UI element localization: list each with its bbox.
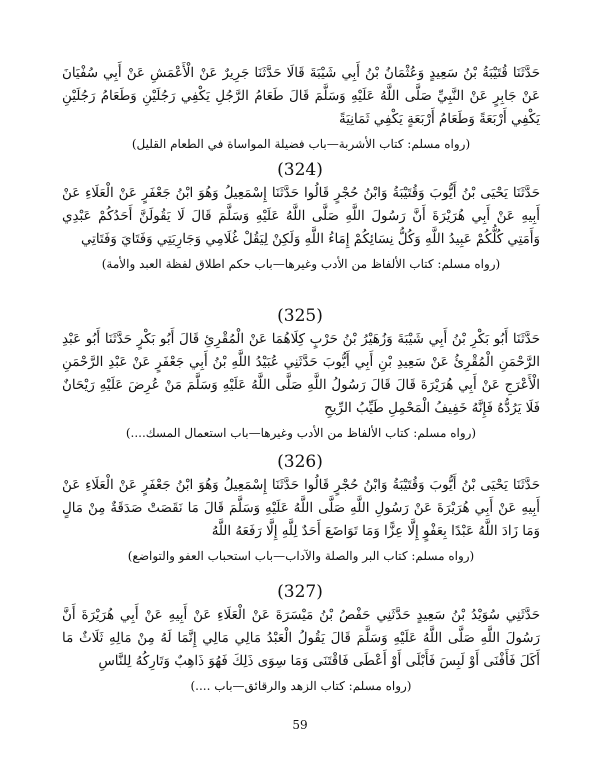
hadith-block-326 (62, 474, 540, 565)
hadith-number-324: (324) (277, 160, 323, 180)
hadith-block-325 (62, 328, 540, 442)
hadith-text: حَدَّثَنَا يَحْيَى بْنُ أَيُّوبَ وَقُتَيْبَةُ وَابْنُ حُجْرٍ قَالُوا حَدَّثَنَا إِسْمَعِيلُ وَهُوَ ابْنُ جَعْفَرٍ عَنْ الْعَلَاءِ عَنْ أَبِيهِ عَنْ أَبِي هُرَيْرَةَ أَنَّ رَسُولَ اللَّهِ صَلَّى اللَّهُ عَلَيْهِ وَسَلَّمَ قَالَ لَا يَقُولَنَّ أَحَدُكُمْ عَبْدِي وَأَمَتِي كُلُّكُمْ عَبِيدُ اللَّهِ وَكُلُّ نِسَائِكُمْ إِمَاءُ اللَّهِ وَلَكِنْ لِيَقُلْ غُلَامِي وَجَارِيَتِي وَفَتَايَ وَفَتَاتِي (62, 186, 540, 247)
hadith-reference: (رواه مسلم: كتاب الألفاظ من الأدب وغيرها—باب حكم اطلاق لفظة العبد والأمة) (101, 257, 501, 271)
hadith-reference: (رواه مسلم: كتاب الألفاظ من الأدب وغيرها—باب استعمال المسك....) (125, 426, 477, 440)
hadith-number-327: (327) (277, 582, 323, 602)
hadith-number-326: (326) (277, 452, 323, 472)
hadith-block-323 (62, 62, 540, 153)
hadith-reference: (رواه مسلم: كتاب الزهد والرقائق—باب ....) (190, 679, 412, 693)
hadith-text: حَدَّثَنَا أَبُو بَكْرِ بْنُ أَبِي شَيْبَةَ وَزُهَيْرُ بْنُ حَرْبٍ كِلَاهُمَا عَنْ الْمُقْرِئِ قَالَ أَبُو بَكْرٍ حَدَّثَنَا أَبُو عَبْدِ الرَّحْمَنِ الْمُقْرِئُ عَنْ سَعِيدِ بْنِ أَبِي أَيُّوبَ حَدَّثَنِي عُبَيْدُ اللَّهِ بْنُ أَبِي جَعْفَرٍ عَنْ عَبْدِ الرَّحْمَنِ الْأَعْرَجِ عَنْ أَبِي هُرَيْرَةَ قَالَ قَالَ رَسُولُ اللَّهِ صَلَّى اللَّهُ عَلَيْهِ وَسَلَّمَ مَنْ عُرِضَ عَلَيْهِ رَيْحَانٌ فَلَا يَرُدُّهُ فَإِنَّهُ خَفِيفُ الْمَحْمِلِ طَيِّبُ الرِّيحِ (62, 332, 540, 416)
hadith-reference: (رواه مسلم: كتاب الأشربة—باب فضيلة المواساة في الطعام القليل) (131, 137, 471, 151)
hadith-text: حَدَّثَنِي سُوَيْدُ بْنُ سَعِيدٍ حَدَّثَنِي حَفْصُ بْنُ مَيْسَرَةَ عَنْ الْعَلَاءِ عَنْ أَبِيهِ عَنْ أَبِي هُرَيْرَةَ أَنَّ رَسُولَ اللَّهِ صَلَّى اللَّهُ عَلَيْهِ وَسَلَّمَ قَالَ يَقُولُ الْعَبْدُ مَالِي مَالِي إِنَّمَا لَهُ مِنْ مَالِهِ ثَلَاثٌ مَا أَكَلَ فَأَفْنَى أَوْ لَبِسَ فَأَبْلَى أَوْ أَعْطَى فَاقْتَنَى وَمَا سِوَى ذَلِكَ فَهُوَ ذَاهِبٌ وَتَارِكُهُ لِلنَّاسِ (62, 608, 540, 669)
page-number: 59 (292, 718, 308, 732)
hadith-reference: (رواه مسلم: كتاب البر والصلة والآداب—باب استحباب العفو والتواضع) (127, 549, 475, 563)
hadith-block-324 (62, 182, 540, 273)
hadith-text: حَدَّثَنَا يَحْيَى بْنُ أَيُّوبَ وَقُتَيْبَةُ وَابْنُ حُجْرٍ قَالُوا حَدَّثَنَا إِسْمَعِيلُ وَهُوَ ابْنُ جَعْفَرٍ عَنْ الْعَلَاءِ عَنْ أَبِيهِ عَنْ أَبِي هُرَيْرَةَ عَنْ رَسُولِ اللَّهِ صَلَّى اللَّهُ عَلَيْهِ وَسَلَّمَ قَالَ مَا نَقَصَتْ صَدَقَةٌ مِنْ مَالٍ وَمَا زَادَ اللَّهُ عَبْدًا بِعَفْوٍ إِلَّا عِزًّا وَمَا تَوَاضَعَ أَحَدٌ لِلَّهِ إِلَّا رَفَعَهُ اللَّهُ (62, 478, 540, 539)
hadith-number-325: (325) (277, 306, 323, 326)
hadith-text: حَدَّثَنَا قُتَيْبَةُ بْنُ سَعِيدٍ وَعُثْمَانُ بْنُ أَبِي شَيْبَةَ قَالَا حَدَّثَنَا جَرِيرٌ عَنْ الْأَعْمَشِ عَنْ أَبِي سُفْيَانَ عَنْ جَابِرٍ عَنْ النَّبِيِّ صَلَّى اللَّهُ عَلَيْهِ وَسَلَّمَ قَالَ طَعَامُ الرَّجُلِ يَكْفِي رَجُلَيْنِ وَطَعَامُ رَجُلَيْنِ يَكْفِي أَرْبَعَةً وَطَعَامُ أَرْبَعَةٍ يَكْفِي ثَمَانِيَةً (62, 66, 540, 127)
hadith-block-327 (62, 604, 540, 695)
